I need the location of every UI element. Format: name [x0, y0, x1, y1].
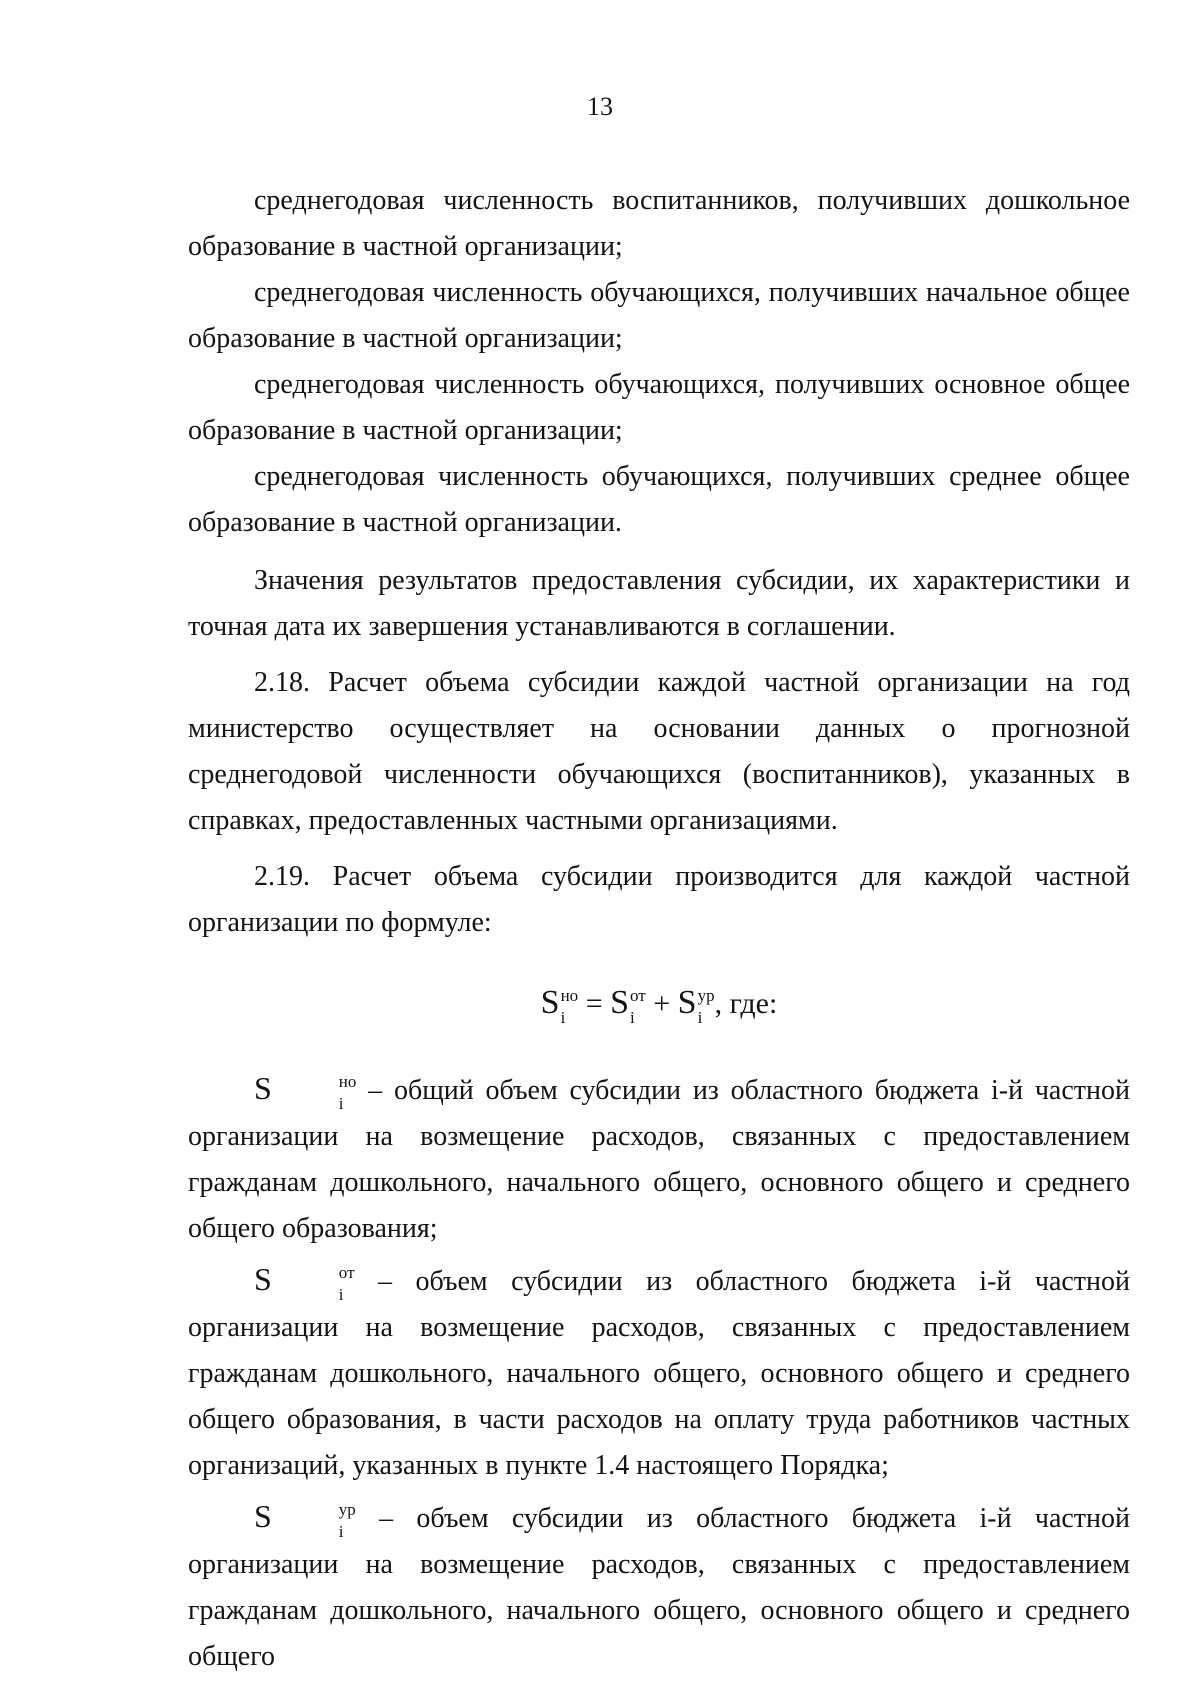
definition-total: S но i – общий объем субсидии из областного бюджета i-й частной организации на возмещение расходов, связанных с предоставлением гражданам дошкольного, начального общего, основного общего и среднего общего образования; — [188, 1070, 1130, 1244]
definition-education: S ур i – объем субсидии из областного бюджета i-й частной организации на возмещение расходов, связанных с предоставлением гражданам дошкольного, начального общего, основного общего и среднего общего — [188, 1498, 1130, 1672]
paragraph-primary-count: среднегодовая численность обучающихся, получивших начальное общее образование в частной организации; — [188, 277, 1130, 354]
document-body — [188, 178, 1130, 1680]
definition-labor: S от i – объем субсидии из областного бюджета i-й частной организации на возмещение расходов, связанных с предоставлением гражданам дошкольного, начального общего, основного общего и среднего общего образования, в части расходов на оплату труда работников частных организаций, указанных в пункте 1.4 настоящего Порядка; — [188, 1261, 1130, 1481]
paragraph-preschool-count: среднегодовая численность воспитанников, получивших дошкольное образование в частной организации; — [188, 185, 1130, 262]
paragraph-2-18: 2.18. Расчет объема субсидии каждой частной организации на год министерство осуществляет на основании данных о прогнозной среднегодовой численности обучающихся (воспитанников), указанных в справках, предоставленных частными организациями. — [188, 667, 1130, 836]
formula-labor-scripts: от i — [630, 985, 646, 1027]
page-number: 13 — [587, 92, 613, 121]
formula-symbol-labor: S — [610, 984, 630, 1021]
formula-total-scripts: но i — [560, 985, 579, 1027]
subsidy-formula — [188, 980, 1130, 1027]
formula-plus: + — [653, 987, 671, 1020]
paragraph-basic-count: среднегодовая численность обучающихся, получивших основное общее образование в частной организации; — [188, 369, 1130, 446]
definition-total-text: – общий объем субсидии из областного бюджета i-й частной организации на возмещение расходов, связанных с предоставлением гражданам дошкольного, начального общего, основного общего и среднего общего образования; — [188, 1075, 1130, 1244]
paragraph-results-values: Значения результатов предоставления субсидии, их характеристики и точная дата их завершения устанавливаются в соглашении. — [188, 565, 1130, 642]
formula-education-scripts: ур i — [697, 985, 715, 1027]
formula-symbol-education: S — [677, 984, 697, 1021]
paragraph-2-19: 2.19. Расчет объема субсидии производится для каждой частной организации по формуле: — [188, 861, 1130, 938]
formula-equals: = — [585, 987, 603, 1020]
definition-labor-text: – объем субсидии из областного бюджета i-й частной организации на возмещение расходов, связанных с предоставлением гражданам дошкольного, начального общего, основного общего и среднего общего образования, в части расходов на оплату труда работников частных организаций, указанных в пункте 1.4 настоящего Порядка; — [188, 1266, 1130, 1481]
formula-suffix: , где: — [714, 987, 778, 1020]
formula-symbol-total: S — [540, 984, 560, 1021]
paragraph-secondary-count: среднегодовая численность обучающихся, получивших среднее общее образование в частной организации. — [188, 461, 1130, 538]
definition-education-text: – объем субсидии из областного бюджета i-й частной организации на возмещение расходов, связанных с предоставлением гражданам дошкольного, начального общего, основного общего и среднего общего — [188, 1503, 1130, 1672]
